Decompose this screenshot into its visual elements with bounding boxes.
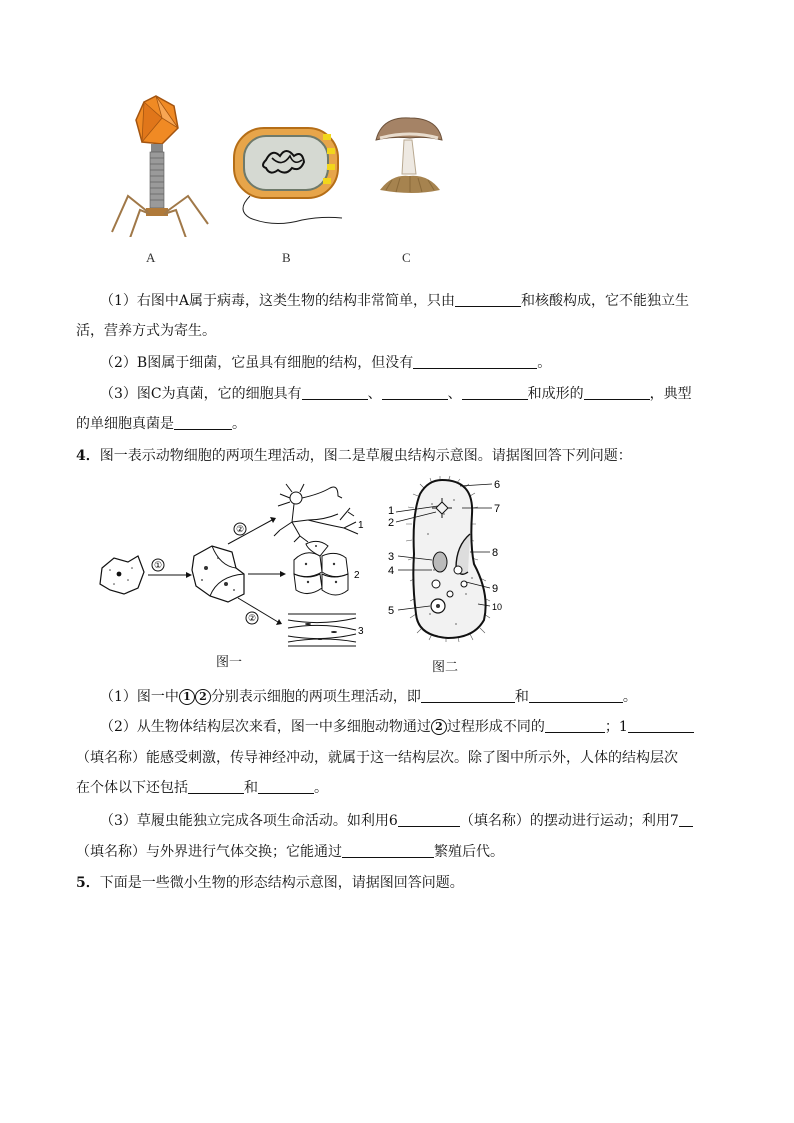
process-marker-1-text: ①	[153, 560, 163, 570]
cell-type-label-2: 2	[354, 570, 360, 581]
text-segment: 繁殖后代。	[434, 844, 504, 860]
q4-part1	[100, 686, 750, 708]
mushroom-figure-c	[372, 116, 446, 196]
figure-label-b: B	[282, 250, 291, 265]
part-number-10: 10	[492, 602, 503, 612]
bacterium-figure-b	[230, 124, 358, 232]
part-number-2: 2	[388, 517, 395, 529]
q4-part2-line1	[100, 716, 750, 738]
answer-blank[interactable]	[382, 384, 448, 400]
text-segment: （2）从生物体结构层次来看，图一中多细胞动物通过	[100, 719, 431, 735]
text-segment: （3）草履虫能独立完成各项生命活动。如利用6	[100, 813, 398, 829]
answer-blank[interactable]	[545, 717, 605, 733]
answer-blank[interactable]	[628, 717, 694, 733]
q4-part2-line2	[76, 747, 726, 769]
answer-blank[interactable]	[302, 384, 368, 400]
answer-blank[interactable]	[342, 842, 434, 858]
circled-number-2: 2	[431, 719, 447, 735]
text-segment: 分别表示细胞的两项生理活动，即	[210, 689, 421, 705]
answer-blank[interactable]	[413, 353, 537, 369]
part-number-5: 5	[388, 605, 395, 617]
q3-part1-line2	[76, 320, 726, 342]
answer-blank[interactable]	[421, 687, 515, 703]
figure-label-c: C	[402, 250, 411, 265]
text-segment: 的单细胞真菌是	[76, 416, 174, 432]
part-number-8: 8	[492, 547, 499, 559]
text-segment: ，典型	[649, 386, 692, 402]
text-segment: （填名称）的摆动进行运动；利用7	[459, 813, 679, 829]
q3-part1-line1	[100, 290, 750, 312]
figure-1-caption: 图一	[216, 655, 243, 670]
text-segment: （1）右图中A属于病毒，这类生物的结构非常简单，只由	[100, 293, 456, 309]
question-number: 4．	[76, 448, 100, 464]
text-segment: 和成形的	[527, 386, 584, 402]
text-segment: （填名称）能感受刺激，传导神经冲动，就属于这一结构层次。除了图中所示外，人体的结构层次	[76, 750, 678, 766]
circled-number-2: 2	[195, 689, 211, 705]
paramecium-diagram	[384, 474, 514, 660]
cell-type-label-1: 1	[358, 520, 364, 531]
cell-activity-diagram	[94, 476, 384, 666]
q3-part2	[100, 352, 750, 374]
answer-blank[interactable]	[258, 778, 314, 794]
figure-label-a: A	[146, 250, 156, 265]
virus-figure-a	[104, 92, 216, 237]
text-segment: 在个体以下还包括	[76, 780, 188, 796]
cell-type-label-3: 3	[358, 626, 364, 637]
answer-blank[interactable]	[188, 778, 244, 794]
process-marker-2a-text: ②	[235, 524, 245, 534]
part-number-4: 4	[388, 565, 395, 577]
answer-blank[interactable]	[679, 811, 693, 827]
text-segment: 和	[244, 780, 258, 796]
text-segment: （3）图C为真菌，它的细胞具有	[100, 386, 302, 402]
process-marker-2b-text: ②	[247, 613, 257, 623]
text-segment: （填名称）与外界进行气体交换；它能通过	[76, 844, 342, 860]
q4-part2-line3	[76, 777, 726, 799]
answer-blank[interactable]	[462, 384, 528, 400]
q3-part3-line2	[76, 413, 726, 435]
text-segment: 和	[514, 689, 529, 705]
text-segment: （2）B图属于细菌，它虽具有细胞的结构，但没有	[100, 355, 414, 371]
answer-blank[interactable]	[174, 414, 232, 430]
text-segment: 活，营养方式为寄生。	[76, 323, 216, 339]
part-number-3: 3	[388, 551, 395, 563]
answer-blank[interactable]	[455, 291, 521, 307]
figure-2-caption: 图二	[432, 660, 459, 675]
part-number-7: 7	[494, 503, 501, 515]
answer-blank[interactable]	[398, 811, 460, 827]
text-segment: 。	[622, 689, 637, 705]
text-segment: ；1	[604, 719, 628, 735]
text-segment: 、	[367, 386, 382, 402]
answer-blank[interactable]	[529, 687, 623, 703]
question-stem: 图一表示动物细胞的两项生理活动，图二是草履虫结构示意图。请据图回答下列问题：	[99, 448, 632, 464]
text-segment: 。	[314, 780, 328, 796]
text-segment: 。	[232, 416, 246, 432]
part-number-9: 9	[492, 583, 499, 595]
answer-blank[interactable]	[584, 384, 650, 400]
text-segment: 和核酸构成，它不能独立生	[521, 293, 690, 309]
question-stem: 下面是一些微小生物的形态结构示意图，请据图回答问题。	[99, 875, 464, 891]
text-segment: 过程形成不同的	[446, 719, 545, 735]
q5-stem	[76, 872, 726, 894]
text-segment: 。	[537, 355, 552, 371]
q4-part3-line2	[76, 841, 726, 863]
part-number-6: 6	[494, 479, 501, 491]
q4-part3-line1	[100, 810, 750, 832]
circled-number-1: 1	[179, 689, 195, 705]
q4-stem	[76, 445, 726, 467]
q3-part3-line1	[100, 383, 750, 405]
text-segment: （1）图一中	[100, 689, 179, 705]
question-number: 5．	[76, 875, 100, 891]
text-segment: 、	[447, 386, 462, 402]
part-number-1: 1	[388, 505, 395, 517]
